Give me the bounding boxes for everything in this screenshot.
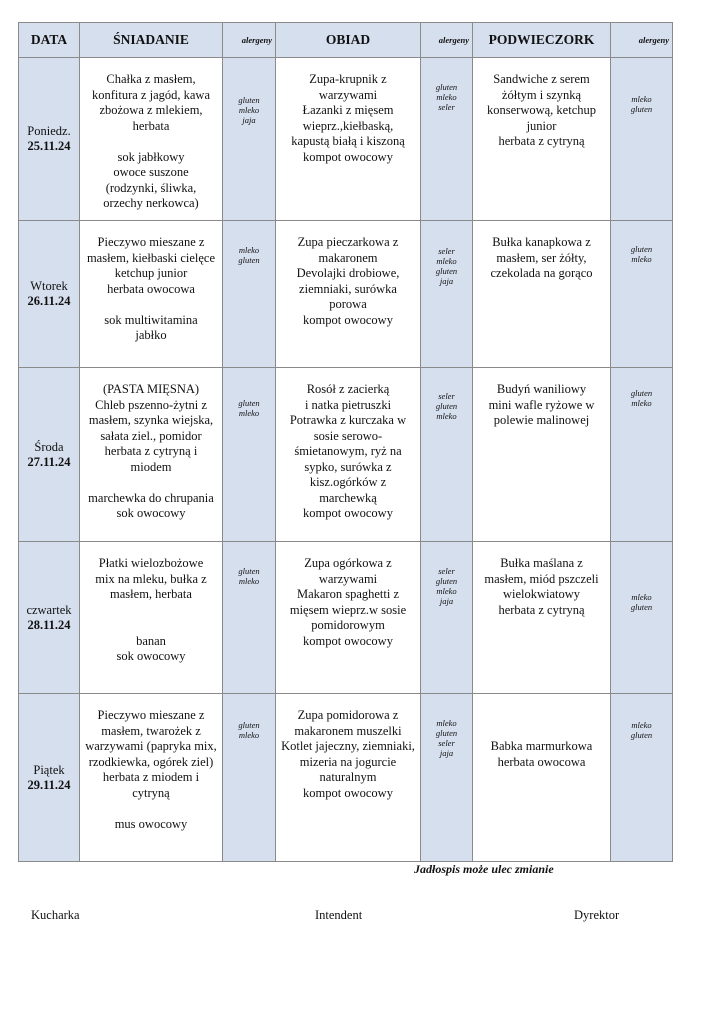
allergen: gluten — [435, 401, 458, 411]
snack-line: mini wafle ryżowe w — [488, 397, 595, 412]
allergen: gluten — [238, 398, 260, 408]
allergen: gluten — [435, 82, 458, 92]
lunch-cell — [276, 58, 421, 221]
allergen: mleko — [631, 398, 652, 408]
snack-line: herbata owocowa — [497, 754, 586, 769]
allergen: mleko — [631, 94, 652, 104]
lunch-line: ziemniaki, surówka — [299, 281, 397, 296]
breakfast-line: Pieczywo mieszane z — [97, 235, 205, 249]
lunch-cell — [276, 542, 421, 694]
snack-cell — [473, 221, 611, 368]
breakfast-line: masłem, szynka wiejska, — [88, 413, 214, 427]
breakfast-line: (rodzynki, śliwka, — [105, 180, 197, 195]
allergen: jaja — [439, 596, 454, 606]
breakfast-line: Płatki wielozbożowe — [98, 556, 204, 570]
allergen: gluten — [630, 602, 653, 612]
day-row — [19, 58, 673, 221]
breakfast-line: sok owocowy — [116, 649, 186, 663]
header-lunch: OBIAD — [276, 23, 421, 58]
lunch-line: marchewką — [319, 490, 377, 505]
lunch-line: kapustą białą i kiszoną — [291, 134, 405, 148]
lunch-line: Łazanki z mięsem — [302, 103, 394, 117]
lunch-line: Potrawka z kurczaka w — [289, 413, 407, 427]
breakfast-line: herbata z cytryną i — [104, 444, 198, 458]
snack-allergens-cell — [611, 368, 673, 542]
lunch-line: Zupa ogórkowa z — [304, 556, 392, 570]
breakfast-line: sok owocowy — [116, 506, 186, 520]
lunch-cell — [276, 694, 421, 862]
allergen: seler — [438, 102, 455, 112]
breakfast-line: warzywami (papryka mix, — [85, 739, 217, 753]
breakfast-line: banan — [136, 633, 166, 648]
lunch-line: makaronem muszelki — [294, 723, 402, 738]
signature-cook: Kucharka — [31, 908, 80, 922]
breakfast-line: mus owocowy — [114, 816, 188, 831]
snack-line: wielokwiatowy — [502, 587, 581, 601]
allergen: gluten — [435, 576, 458, 586]
breakfast-allergens-cell — [223, 58, 276, 221]
snack-line: Sandwiche z serem — [493, 72, 590, 86]
lunch-cell — [276, 368, 421, 542]
lunch-line: kompot owocowy — [303, 506, 393, 520]
lunch-line: kompot owocowy — [303, 785, 393, 800]
lunch-line: Rosół z zacierką — [306, 382, 390, 396]
lunch-line: kompot owocowy — [303, 633, 393, 648]
breakfast-line: herbata — [132, 118, 170, 133]
allergen: mleko — [631, 592, 652, 602]
breakfast-line: marchewka do chrupania — [88, 490, 214, 505]
day-row — [19, 694, 673, 862]
lunch-line: pomidorowym — [311, 618, 385, 632]
breakfast-line: Chałka z masłem, — [106, 72, 196, 86]
snack-line — [476, 724, 607, 740]
breakfast-cell — [80, 221, 223, 368]
day-name: Środa — [34, 439, 64, 454]
header-snack: PODWIECZORK — [473, 23, 611, 58]
header-allergens: alergeny — [611, 23, 673, 58]
lunch-allergens-cell — [421, 221, 473, 368]
snack-cell — [473, 542, 611, 694]
breakfast-line: cytryną — [132, 785, 170, 800]
day-cell — [19, 542, 80, 694]
allergen: seler — [438, 738, 455, 748]
lunch-line: kisz.ogórków z — [309, 475, 387, 489]
lunch-line: śmietanowym, ryż na — [294, 444, 402, 458]
breakfast-allergens-cell — [223, 542, 276, 694]
day-date: 26.11.24 — [27, 294, 71, 308]
day-cell — [19, 368, 80, 542]
allergen: jaja — [439, 276, 454, 286]
allergen: mleko — [436, 256, 457, 266]
header-allergens: alergeny — [421, 23, 473, 58]
breakfast-line: ketchup junior — [114, 266, 188, 280]
breakfast-cell — [80, 58, 223, 221]
header-allergens: alergeny — [223, 23, 276, 58]
breakfast-line — [83, 801, 219, 817]
allergen: mleko — [436, 92, 457, 102]
lunch-line: naturalnym — [319, 770, 377, 784]
header-date: DATA — [19, 23, 80, 58]
lunch-line: i natka pietruszki — [304, 397, 392, 412]
allergen: seler — [438, 566, 455, 576]
snack-line — [476, 708, 607, 724]
snack-line: masłem, ser żółty, — [496, 250, 587, 265]
lunch-allergens-cell — [421, 542, 473, 694]
allergen: gluten — [630, 388, 653, 398]
breakfast-line: rzodkiewka, ogórek ziel) — [88, 754, 214, 769]
lunch-line: Zupa pomidorowa z — [297, 708, 399, 722]
breakfast-line: masłem, kiełbaski cielęce — [86, 250, 216, 265]
allergen: jaja — [439, 748, 454, 758]
lunch-allergens-cell — [421, 368, 473, 542]
breakfast-line: zbożowa z mlekiem, — [99, 103, 203, 117]
snack-cell — [473, 368, 611, 542]
lunch-line: warzywami — [318, 571, 378, 586]
breakfast-line: Pieczywo mieszane z — [97, 708, 205, 722]
snack-cell — [473, 58, 611, 221]
allergen: mleko — [436, 411, 457, 421]
lunch-line: warzywami — [318, 87, 378, 102]
lunch-line: sosie serowo- — [313, 428, 383, 443]
breakfast-line: konfitura z jagód, kawa — [91, 87, 210, 102]
snack-line: konserwową, ketchup — [487, 103, 596, 117]
snack-line: Bułka kanapkowa z — [492, 235, 591, 249]
lunch-line: Zupa-krupnik z — [309, 72, 387, 86]
allergen: mleko — [631, 254, 652, 264]
lunch-allergens-cell — [421, 58, 473, 221]
allergen: jaja — [242, 115, 256, 125]
lunch-allergens-cell — [421, 694, 473, 862]
allergen: seler — [438, 391, 455, 401]
breakfast-line — [83, 603, 219, 619]
lunch-line: makaronem — [318, 250, 378, 265]
lunch-line: kompot owocowy — [303, 149, 393, 164]
allergen: gluten — [435, 266, 458, 276]
allergen: gluten — [630, 244, 653, 254]
day-row — [19, 542, 673, 694]
menu-change-note: Jadłospis może ulec zmianie — [414, 862, 554, 876]
menu-table — [18, 22, 673, 862]
day-name: Poniedz. — [27, 124, 71, 138]
allergen: mleko — [631, 720, 652, 730]
snack-line: Budyń waniliowy — [496, 382, 587, 396]
snack-allergens-cell — [611, 58, 673, 221]
breakfast-line: Chleb pszenno-żytni z — [95, 397, 207, 412]
lunch-line: Makaron spaghetti z — [296, 587, 400, 601]
allergen: gluten — [630, 730, 653, 740]
snack-line: herbata z cytryną — [498, 134, 585, 148]
snack-cell — [473, 694, 611, 862]
allergen: gluten — [238, 720, 260, 730]
breakfast-line: (PASTA MIĘSNA) — [102, 382, 200, 396]
lunch-line: Zupa pieczarkowa z — [297, 235, 399, 249]
lunch-line: kompot owocowy — [303, 312, 393, 327]
breakfast-line: herbata z miodem i — [102, 770, 200, 784]
breakfast-line: miodem — [130, 459, 172, 474]
snack-line: polewie malinowej — [493, 413, 590, 427]
allergen: gluten — [630, 104, 653, 114]
snack-line: masłem, miód pszczeli — [484, 571, 599, 586]
day-date: 29.11.24 — [27, 777, 71, 792]
breakfast-line: sok multiwitamina — [104, 312, 198, 327]
snack-line: herbata z cytryną — [498, 602, 585, 617]
breakfast-line: jabłko — [135, 328, 167, 342]
day-cell — [19, 58, 80, 221]
day-cell — [19, 221, 80, 368]
day-name: Piątek — [33, 762, 65, 777]
breakfast-line: herbata owocowa — [107, 281, 195, 296]
breakfast-line: masłem, twarożek z — [101, 723, 201, 738]
breakfast-allergens-cell — [223, 694, 276, 862]
day-cell — [19, 694, 80, 862]
breakfast-cell — [80, 368, 223, 542]
day-date: 27.11.24 — [27, 454, 71, 469]
day-name: czwartek — [26, 602, 72, 617]
breakfast-allergens-cell — [223, 221, 276, 368]
breakfast-line: orzechy nerkowca) — [103, 196, 199, 210]
lunch-line: mizeria na jogurcie — [299, 754, 397, 769]
snack-allergens-cell — [611, 221, 673, 368]
snack-line: junior — [526, 118, 557, 133]
breakfast-line — [83, 618, 219, 634]
day-name: Wtorek — [30, 279, 68, 293]
allergen: mleko — [238, 408, 260, 418]
breakfast-line: sok jabłkowy — [117, 149, 185, 164]
breakfast-line — [83, 297, 219, 313]
breakfast-line — [83, 475, 219, 491]
header-row — [19, 23, 673, 58]
allergen: mleko — [238, 245, 260, 255]
lunch-line: sypko, surówka z — [304, 459, 392, 474]
lunch-line: wieprz.,kiełbaską, — [302, 118, 394, 133]
day-row — [19, 221, 673, 368]
day-date: 25.11.24 — [27, 139, 71, 153]
allergen: gluten — [238, 95, 260, 105]
allergen: gluten — [435, 728, 458, 738]
day-row — [19, 368, 673, 542]
snack-allergens-cell — [611, 694, 673, 862]
header-breakfast: ŚNIADANIE — [80, 23, 223, 58]
allergen: mleko — [436, 718, 457, 728]
breakfast-line: owoce suszone — [113, 165, 189, 179]
breakfast-allergens-cell — [223, 368, 276, 542]
allergen: gluten — [238, 566, 260, 576]
lunch-cell — [276, 221, 421, 368]
lunch-line: porowa — [329, 297, 367, 311]
allergen: mleko — [238, 105, 260, 115]
snack-line: czekolada na gorąco — [490, 266, 593, 280]
signature-director: Dyrektor — [574, 908, 620, 922]
breakfast-cell — [80, 542, 223, 694]
breakfast-cell — [80, 694, 223, 862]
allergen: gluten — [238, 255, 260, 265]
snack-line: Babka marmurkowa — [490, 739, 593, 753]
lunch-line: mięsem wieprz.w sosie — [289, 602, 407, 617]
allergen: mleko — [238, 730, 260, 740]
signature-steward: Intendent — [315, 908, 363, 922]
breakfast-line — [83, 134, 219, 150]
lunch-line: Kotlet jajeczny, ziemniaki, — [281, 739, 415, 753]
allergen: seler — [438, 246, 455, 256]
allergen: mleko — [436, 586, 457, 596]
breakfast-line: masłem, herbata — [110, 587, 192, 601]
breakfast-line: mix na mleku, bułka z — [95, 571, 207, 586]
snack-line: Bułka maślana z — [500, 556, 583, 570]
snack-line: żółtym i szynką — [501, 87, 582, 102]
snack-allergens-cell — [611, 542, 673, 694]
lunch-line: Devolajki drobiowe, — [296, 266, 400, 280]
allergen: mleko — [238, 576, 260, 586]
day-date: 28.11.24 — [27, 617, 71, 632]
breakfast-line: sałata ziel., pomidor — [100, 428, 202, 443]
